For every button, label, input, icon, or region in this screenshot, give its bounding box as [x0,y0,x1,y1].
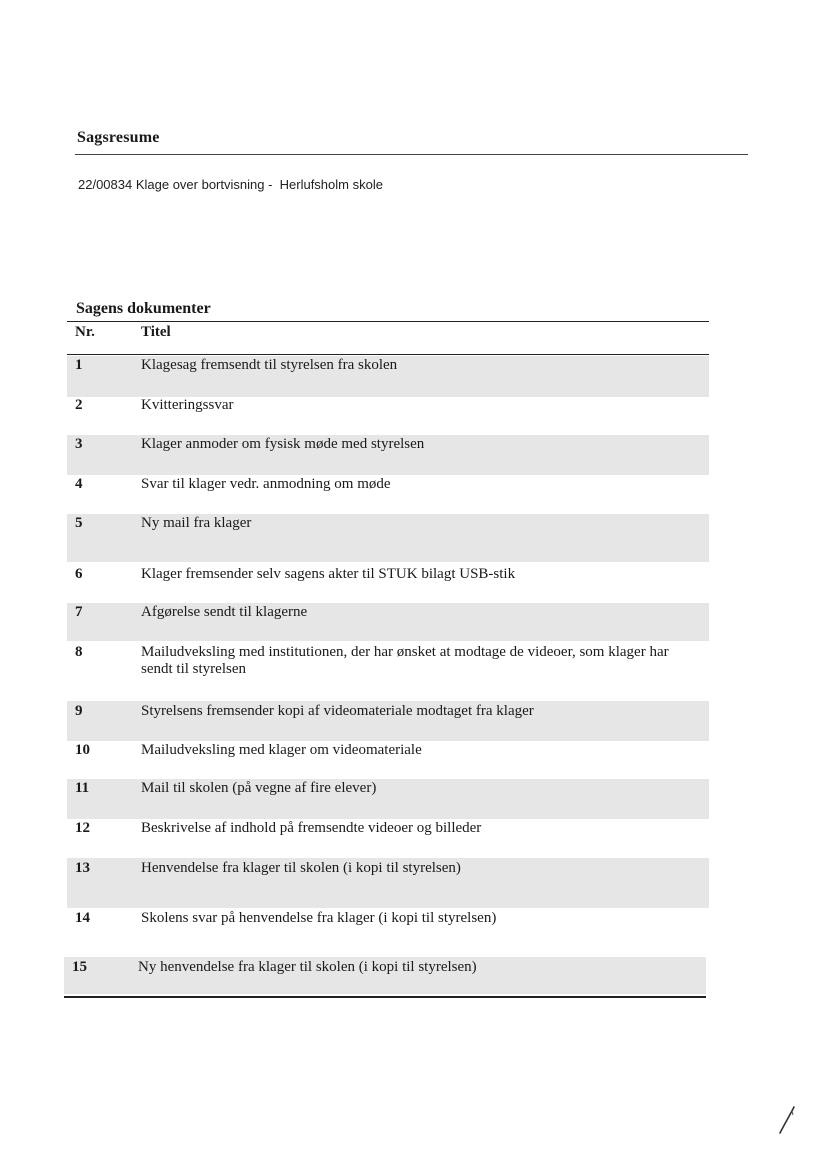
documents-heading: Sagens dokumenter [76,300,211,317]
column-header-nr: Nr. [75,324,95,340]
row-number: 12 [75,820,90,836]
row-number: 3 [75,436,83,452]
row-number: 10 [75,742,90,758]
row-title: Skolens svar på henvendelse fra klager (i kopi til styrelsen) [141,910,497,926]
row-number: 2 [75,397,83,413]
row-title: Styrelsens fremsender kopi af videomateriale modtaget fra klager [141,703,534,719]
row-number: 1 [75,357,83,373]
column-header-titel: Titel [141,324,171,340]
row-title: Ny mail fra klager [141,515,252,531]
table-top-rule [67,321,709,322]
row-title: Klager fremsender selv sagens akter til STUK bilagt USB-stik [141,566,516,582]
row-number: 15 [72,959,87,975]
row-title: Svar til klager vedr. anmodning om møde [141,476,391,492]
row-title: Beskrivelse af indhold på fremsendte videoer og billeder [141,820,482,836]
row-number: 5 [75,515,83,531]
row-number: 7 [75,604,83,620]
sagsresume-heading: Sagsresume [77,129,160,146]
row-number: 13 [75,860,90,876]
row-title: Ny henvendelse fra klager til skolen (i kopi til styrelsen) [138,959,477,975]
row-title: Klager anmoder om fysisk møde med styrelsen [141,436,425,452]
table-header-rule [67,354,709,355]
row-number: 14 [75,910,90,926]
table-bottom-rule [64,996,706,998]
row-title: Mail til skolen (på vegne af fire elever) [141,780,377,796]
row-title: Kvitteringssvar [141,397,234,413]
row-number: 9 [75,703,83,719]
row-title: Afgørelse sendt til klagerne [141,604,308,620]
case-reference: 22/00834 Klage over bortvisning - Herlufsholm skole [78,177,383,192]
row-title: Mailudveksling med institutionen, der har ønsket at modtage de videoer, som klager har sendt til styrelsen [141,644,669,677]
sagsresume-divider [75,154,748,155]
row-number: 4 [75,476,83,492]
row-title: Klagesag fremsendt til styrelsen fra skolen [141,357,398,373]
row-number: 6 [75,566,83,582]
row-title: Mailudveksling med klager om videomateriale [141,742,422,758]
handwritten-mark-icon [772,1105,802,1135]
row-number: 11 [75,780,90,796]
row-title: Henvendelse fra klager til skolen (i kopi til styrelsen) [141,860,461,876]
row-number: 8 [75,644,83,660]
